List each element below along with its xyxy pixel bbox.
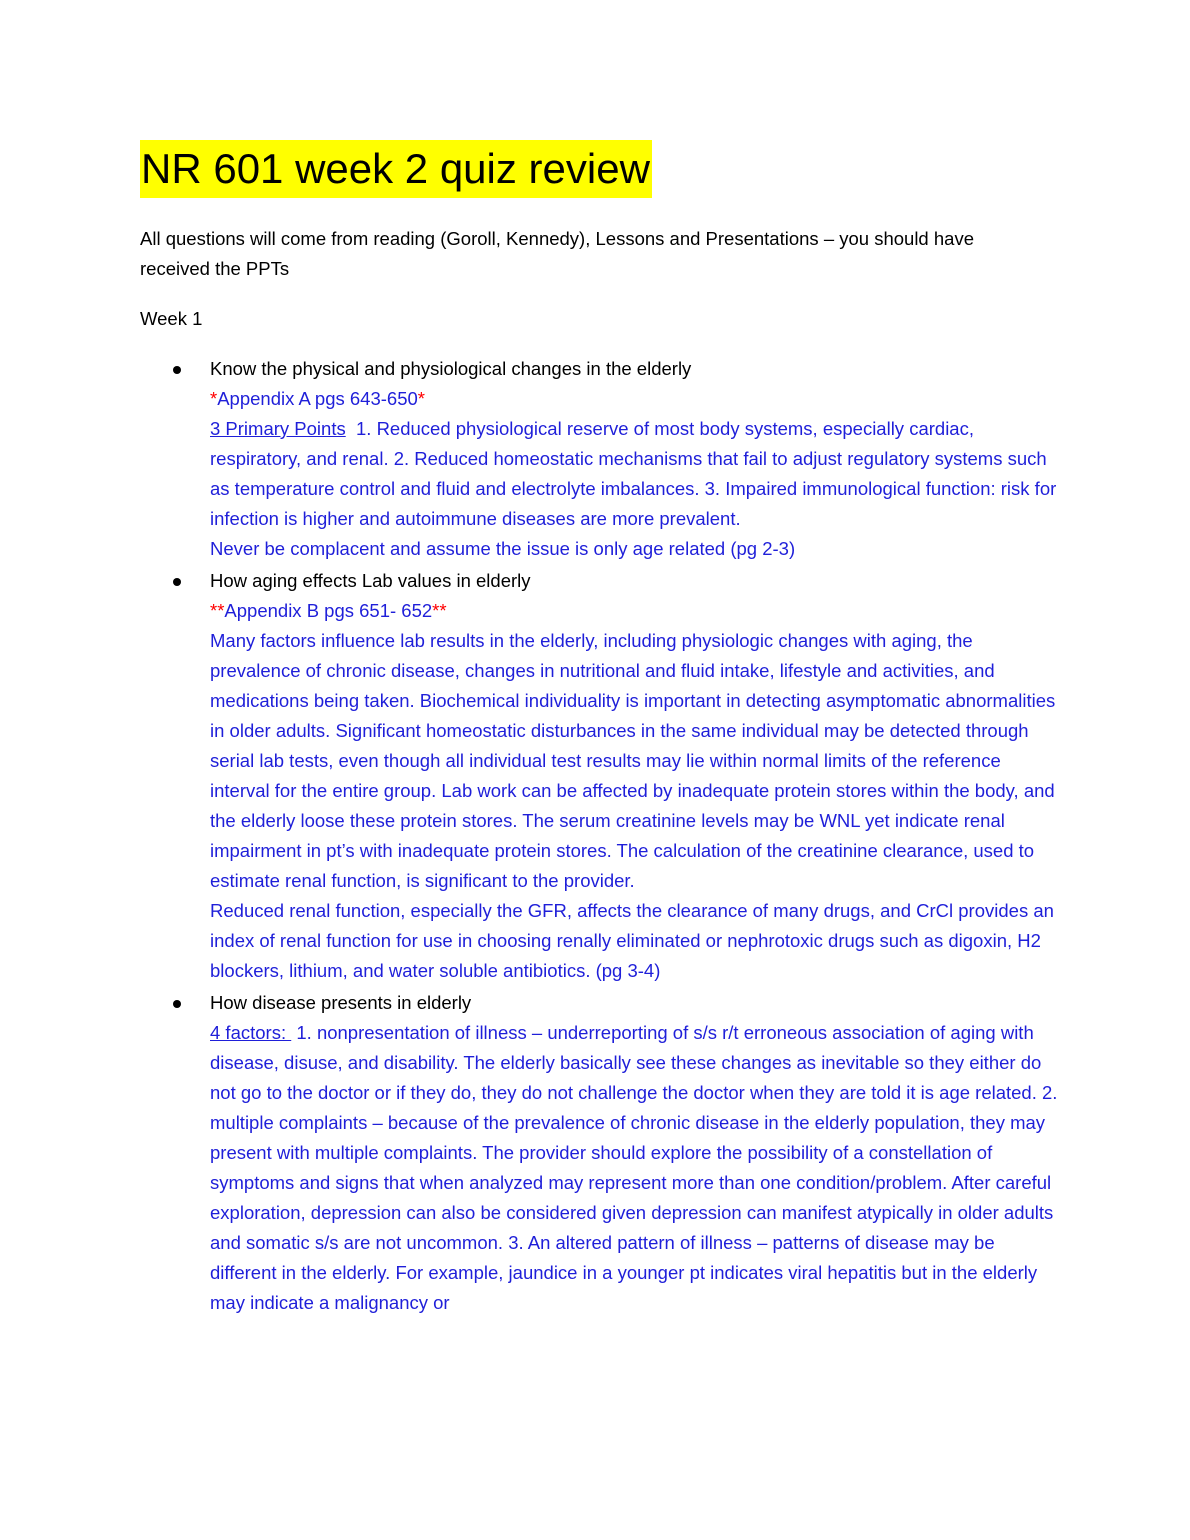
intro-paragraph: All questions will come from reading (Goroll, Kennedy), Lessons and Presentations – you should have received the PPTs xyxy=(140,228,974,279)
body-text: 1. nonpresentation of illness – underreporting of s/s r/t erroneous association of aging with disease, disuse, and disability. The elderly basically see these changes as inevitable so they either do not go to the doctor or if they do, they do not challenge the doctor when they are told it is age related. 2. multiple complaints – because of the prevalence of chronic disease in the elderly population, they may present with multiple complaints. The provider should explore the possibility of a constellation of symptoms and signs that when analyzed may represent more than one condition/problem. After careful exploration, depression can also be considered given depression can manifest atypically in older adults and somatic s/s are not uncommon. 3. An altered pattern of illness – patterns of disease may be different in the elderly. For example, jaundice in a younger pt indicates viral hepatitis but in the elderly may indicate a malignancy or xyxy=(210,1022,1058,1313)
list-item xyxy=(140,354,1060,564)
item-heading: How disease presents in elderly xyxy=(210,992,472,1013)
bullet-icon xyxy=(173,578,181,586)
week-heading: Week 1 xyxy=(140,308,203,329)
body-text: 1. Reduced physiological reserve of most body systems, especially cardiac, respiratory, and renal. 2. Reduced homeostatic mechanisms that fail to adjust regulatory systems such as temperature control and fluid and electrolyte imbalances. 3. Impaired immunological function: risk for infection is higher and autoimmune diseases are more prevalent. xyxy=(210,418,1062,529)
list-item xyxy=(140,988,1060,1318)
reference-line xyxy=(210,384,1060,414)
item-body xyxy=(210,1018,1060,1318)
bullet-icon xyxy=(173,1000,181,1008)
ref-prefix: ** xyxy=(210,600,225,621)
bullet-icon xyxy=(173,366,181,374)
item-heading: Know the physical and physiological changes in the elderly xyxy=(210,358,692,379)
item-body: Many factors influence lab results in the elderly, including physiologic changes with aging, the prevalence of chronic disease, changes in nutritional and fluid intake, lifestyle and activities, and medications being taken. Biochemical individuality is important in detecting asymptomatic abnormalities in older adults. Significant homeostatic disturbances in the same individual may be detected through serial lab tests, even though all individual test results may lie within normal limits of the reference interval for the entire group. Lab work can be affected by inadequate protein stores within the body, and the elderly loose these protein stores. The serum creatinine levels may be WNL yet indicate renal impairment in pt’s with inadequate protein stores. The calculation of the creatinine clearance, used to estimate renal function, is significant to the provider. xyxy=(210,630,1056,891)
page-title: NR 601 week 2 quiz review xyxy=(140,140,652,198)
ref-text: Appendix B pgs 651- 652 xyxy=(224,600,433,621)
ref-text: Appendix A pgs 643-650 xyxy=(217,388,418,409)
list-item xyxy=(140,566,1060,986)
item-heading: How aging effects Lab values in elderly xyxy=(210,570,531,591)
item-note: Reduced renal function, especially the GFR, affects the clearance of many drugs, and CrCl provides an index of renal function for use in choosing renally eliminated or nephrotoxic drugs such as digoxin, H2 blockers, lithium, and water soluble antibiotics. (pg 3-4) xyxy=(210,900,1054,981)
bullet-list xyxy=(140,354,1060,1320)
reference-line xyxy=(210,596,1060,626)
ref-prefix: * xyxy=(210,388,218,409)
ref-suffix: ** xyxy=(432,600,447,621)
lead-label: 4 factors: xyxy=(210,1022,292,1043)
item-body xyxy=(210,414,1060,534)
ref-suffix: * xyxy=(417,388,425,409)
lead-label: 3 Primary Points xyxy=(210,418,346,439)
item-note: Never be complacent and assume the issue is only age related (pg 2-3) xyxy=(210,538,796,559)
